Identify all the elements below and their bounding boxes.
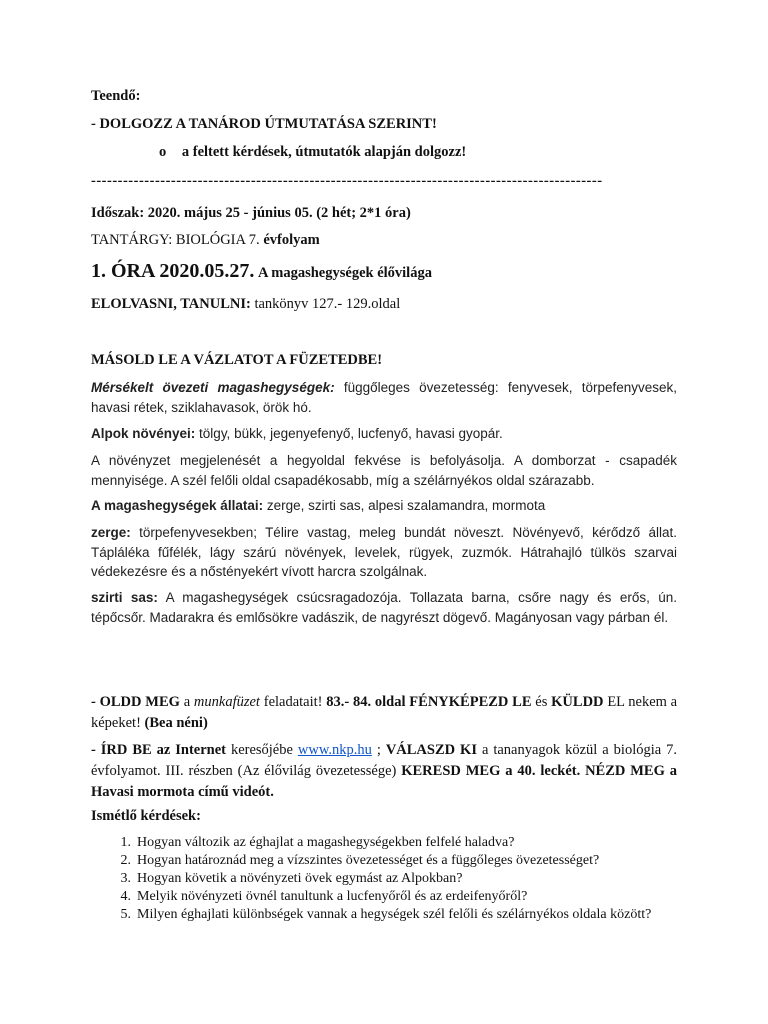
paragraph-mountains bbox=[91, 378, 677, 417]
task2-part: - ÍRD BE az Internet bbox=[91, 742, 226, 758]
paragraph-animals bbox=[91, 496, 677, 516]
paragraph-vegetation: A növényzet megjelenését a hegyoldal fekvése is befolyásolja. A domborzat - csapadék mennyisége. A szél felőli oldal csapadékosabb, míg a szélárnyékos oldal szárazabb. bbox=[91, 453, 677, 488]
task1-teacher: (Bea néni) bbox=[144, 715, 208, 732]
question-number: 3. bbox=[120, 870, 131, 886]
task-workbook bbox=[91, 692, 677, 734]
task1-part: a bbox=[183, 694, 191, 710]
mountains-text: függőleges övezetesség: fenyvesek, törpefenyvesek, havasi rétek, sziklahavasok, örök hó. bbox=[91, 380, 677, 415]
alps-plants-label: Alpok növényei: bbox=[91, 426, 196, 441]
question-text: Hogyan követik a növényzeti övek egymást az Alpokban? bbox=[137, 870, 463, 886]
task2-part: a tananyagok közül a biológia 7. évfolyamot. III. részben (Az élővilág övezetessége) bbox=[91, 742, 678, 780]
task1-part: - OLDD MEG bbox=[91, 694, 180, 710]
separator-line: ------------------------------------------------------------------------------------------------ bbox=[91, 173, 603, 189]
subject-grade: évfolyam bbox=[263, 232, 320, 248]
alps-plants-text: tölgy, bükk, jegenyefenyő, lucfenyő, havasi gyopár. bbox=[199, 426, 503, 441]
list-item bbox=[113, 906, 677, 924]
question-number: 4. bbox=[120, 888, 131, 904]
task2-part: VÁLASZD KI bbox=[385, 742, 477, 758]
question-number: 1. bbox=[120, 835, 131, 850]
sub-instruction-row bbox=[159, 142, 745, 163]
task1-part: 83.- 84. oldal FÉNYKÉPEZD LE bbox=[326, 694, 532, 710]
eagle-label: szirti sas: bbox=[91, 590, 158, 605]
list-item bbox=[113, 834, 677, 852]
animals-label: A magashegységek állatai: bbox=[91, 498, 264, 513]
paragraph-eagle bbox=[91, 588, 677, 627]
task1-part: feladatait! bbox=[263, 694, 323, 710]
chamois-label: zerge: bbox=[91, 525, 131, 540]
task1-part: és bbox=[535, 694, 548, 710]
chamois-text: törpefenyvesekben; Télire vastag, meleg bundát növeszt. Növényevő, kérődző állat. Tápláléka fűfélék, lágy szárú növények, levelek, rügyek, zuzmók. Hátrahajló tülkös szarvai védekezésre és a nőstényekért vívott harcra szolgálnak. bbox=[91, 525, 677, 580]
question-text: Milyen éghajlati különbségek vannak a hegységek szél felőli és szélárnyékos oldala között? bbox=[137, 906, 652, 922]
task2-part: KERESD MEG a 40. leckét. NÉZD MEG a Havasi mormota című videót. bbox=[91, 763, 677, 801]
lesson-title: A magashegységek élővilága bbox=[257, 265, 432, 281]
question-number: 5. bbox=[120, 906, 131, 922]
questions-list bbox=[113, 834, 677, 924]
task1-part: EL nekem a képeket! bbox=[91, 694, 678, 732]
mountains-label: Mérsékelt övezeti magashegységek: bbox=[91, 380, 335, 395]
paragraph-chamois bbox=[91, 523, 677, 582]
reading-text: tankönyv 127.- 129.oldal bbox=[254, 296, 401, 312]
nkp-link[interactable]: www.nkp.hu bbox=[297, 742, 372, 758]
question-number: 2. bbox=[120, 852, 131, 868]
list-item bbox=[113, 852, 677, 870]
paragraph-alps-plants bbox=[91, 424, 677, 444]
main-instruction: - DOLGOZZ A TANÁROD ÚTMUTATÁSA SZERINT! bbox=[91, 116, 437, 132]
questions-heading: Ismétlő kérdések: bbox=[91, 808, 201, 824]
list-item bbox=[113, 870, 677, 888]
list-item bbox=[113, 888, 677, 906]
lesson-row bbox=[91, 257, 677, 286]
subject-label: TANTÁRGY: BIOLÓGIA 7. bbox=[91, 232, 260, 248]
lesson-number-date: 1. ÓRA 2020.05.27. bbox=[91, 260, 255, 282]
task-internet bbox=[91, 740, 677, 803]
question-text: Hogyan változik az éghajlat a magashegységekben felfelé haladva? bbox=[137, 835, 515, 850]
subject-row bbox=[91, 230, 677, 251]
question-text: Melyik növényzeti övnél tanultunk a lucfenyőről és az erdeifenyőről? bbox=[137, 888, 528, 904]
reading-row bbox=[91, 294, 677, 315]
reading-label: ELOLVASNI, TANULNI: bbox=[91, 296, 251, 312]
task1-part: KÜLDD bbox=[551, 694, 604, 710]
sub-instruction: a feltett kérdések, útmutatók alapján dolgozz! bbox=[181, 144, 467, 160]
todo-label: Teendő: bbox=[91, 88, 141, 104]
copy-heading: MÁSOLD LE A VÁZLATOT A FÜZETEDBE! bbox=[91, 352, 383, 368]
task2-part: keresőjébe bbox=[230, 742, 293, 758]
task2-part: ; bbox=[376, 742, 381, 758]
question-text: Hogyan határoznád meg a vízszintes övezetességet és a függőleges övezetességet? bbox=[137, 852, 600, 868]
period: Időszak: 2020. május 25 - június 05. (2 hét; 2*1 óra) bbox=[91, 205, 411, 221]
task1-workbook: munkafüzet bbox=[193, 694, 260, 710]
bullet-o: o bbox=[159, 144, 167, 160]
animals-text: zerge, szirti sas, alpesi szalamandra, mormota bbox=[266, 498, 546, 513]
eagle-text: A magashegységek csúcsragadozója. Tollazata barna, csőre nagy és erős, ún. tépőcsőr. Madarakra és emlősökre vadászik, de nagyrészt dögevő. Magányosan vagy párban él. bbox=[91, 590, 677, 625]
